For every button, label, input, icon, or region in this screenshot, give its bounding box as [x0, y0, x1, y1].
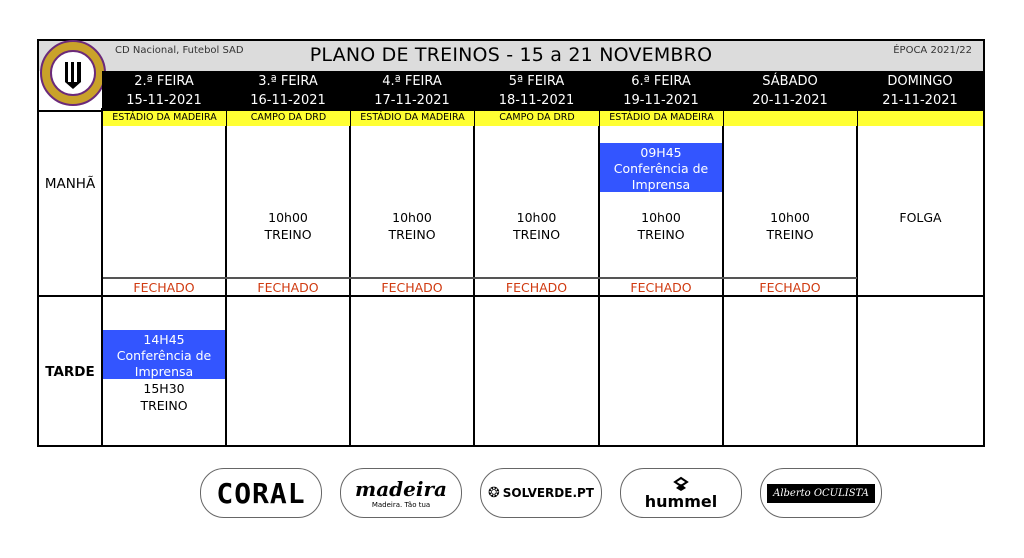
closed-label-fri: FECHADO	[630, 280, 692, 295]
club-name: CD Nacional, Futebol SAD	[115, 45, 244, 56]
sponsor-solverde-logo: ❂ SOLVERDE.PT	[480, 468, 602, 518]
press-conference-morning: 09H45 Conferência de Imprensa	[600, 143, 722, 192]
rest-day-sun: FOLGA	[899, 210, 942, 225]
day-header-wed: 4.ª FEIRA 17-11-2021	[374, 74, 450, 108]
day-header-thu: 5ª FEIRA 18-11-2021	[498, 74, 575, 108]
closed-label-mon: FECHADO	[133, 280, 195, 295]
grid-line	[103, 277, 857, 279]
season-label: ÉPOCA 2021/22	[893, 45, 972, 56]
closed-label-thu: FECHADO	[505, 280, 568, 295]
training-wed: 10h00 TREINO	[388, 210, 436, 242]
closed-label-tue: FECHADO	[257, 280, 319, 295]
venue-fri: ESTÁDIO DA MADEIRA	[599, 111, 723, 126]
venue-thu: CAMPO DA DRD	[474, 111, 599, 126]
sponsor-coral-logo: CORAL	[200, 468, 322, 518]
venue-wed: ESTÁDIO DA MADEIRA	[350, 111, 474, 126]
training-thu: 10h00 TREINO	[512, 210, 561, 242]
press-conference-afternoon: 14H45 Conferência de Imprensa	[103, 330, 225, 379]
day-header-sun: DOMINGO 21-11-2021	[882, 74, 958, 108]
hummel-bee-icon	[670, 476, 692, 492]
venue-sat	[723, 111, 857, 126]
club-crest	[40, 40, 106, 106]
training-fri: 10h00 TREINO	[637, 210, 685, 242]
sponsor-hummel-logo: hummel	[620, 468, 742, 518]
page-title: PLANO DE TREINOS - 15 a 21 NOVEMBRO	[309, 44, 713, 66]
crest-emblem-icon	[42, 42, 104, 104]
sponsor-madeira-logo: madeira Madeira. Tão tua	[340, 468, 462, 518]
venue-tue: CAMPO DA DRD	[226, 111, 350, 126]
venue-mon: ESTÁDIO DA MADEIRA	[102, 111, 226, 126]
training-mon-afternoon: 15H30 TREINO	[140, 381, 188, 413]
day-header-fri: 6.ª FEIRA 19-11-2021	[623, 74, 699, 108]
session-label-afternoon: TARDE	[45, 364, 95, 380]
solverde-icon: ❂	[488, 485, 500, 501]
closed-label-wed: FECHADO	[381, 280, 443, 295]
sponsor-alberto-logo: Alberto OCULISTA	[760, 468, 882, 518]
session-label-morning: MANHÃ	[44, 176, 96, 192]
grid-line	[37, 295, 985, 297]
day-header-sat: SÁBADO 20-11-2021	[752, 74, 828, 108]
day-header-mon: 2.ª FEIRA 15-11-2021	[126, 74, 202, 108]
venue-sun	[857, 111, 983, 126]
day-header-tue: 3.ª FEIRA 16-11-2021	[250, 74, 326, 108]
grid-line	[856, 126, 858, 446]
closed-label-sat: FECHADO	[759, 280, 821, 295]
grid-line	[37, 110, 103, 112]
training-tue: 10h00 TREINO	[264, 210, 312, 242]
training-sat: 10h00 TREINO	[766, 210, 814, 242]
